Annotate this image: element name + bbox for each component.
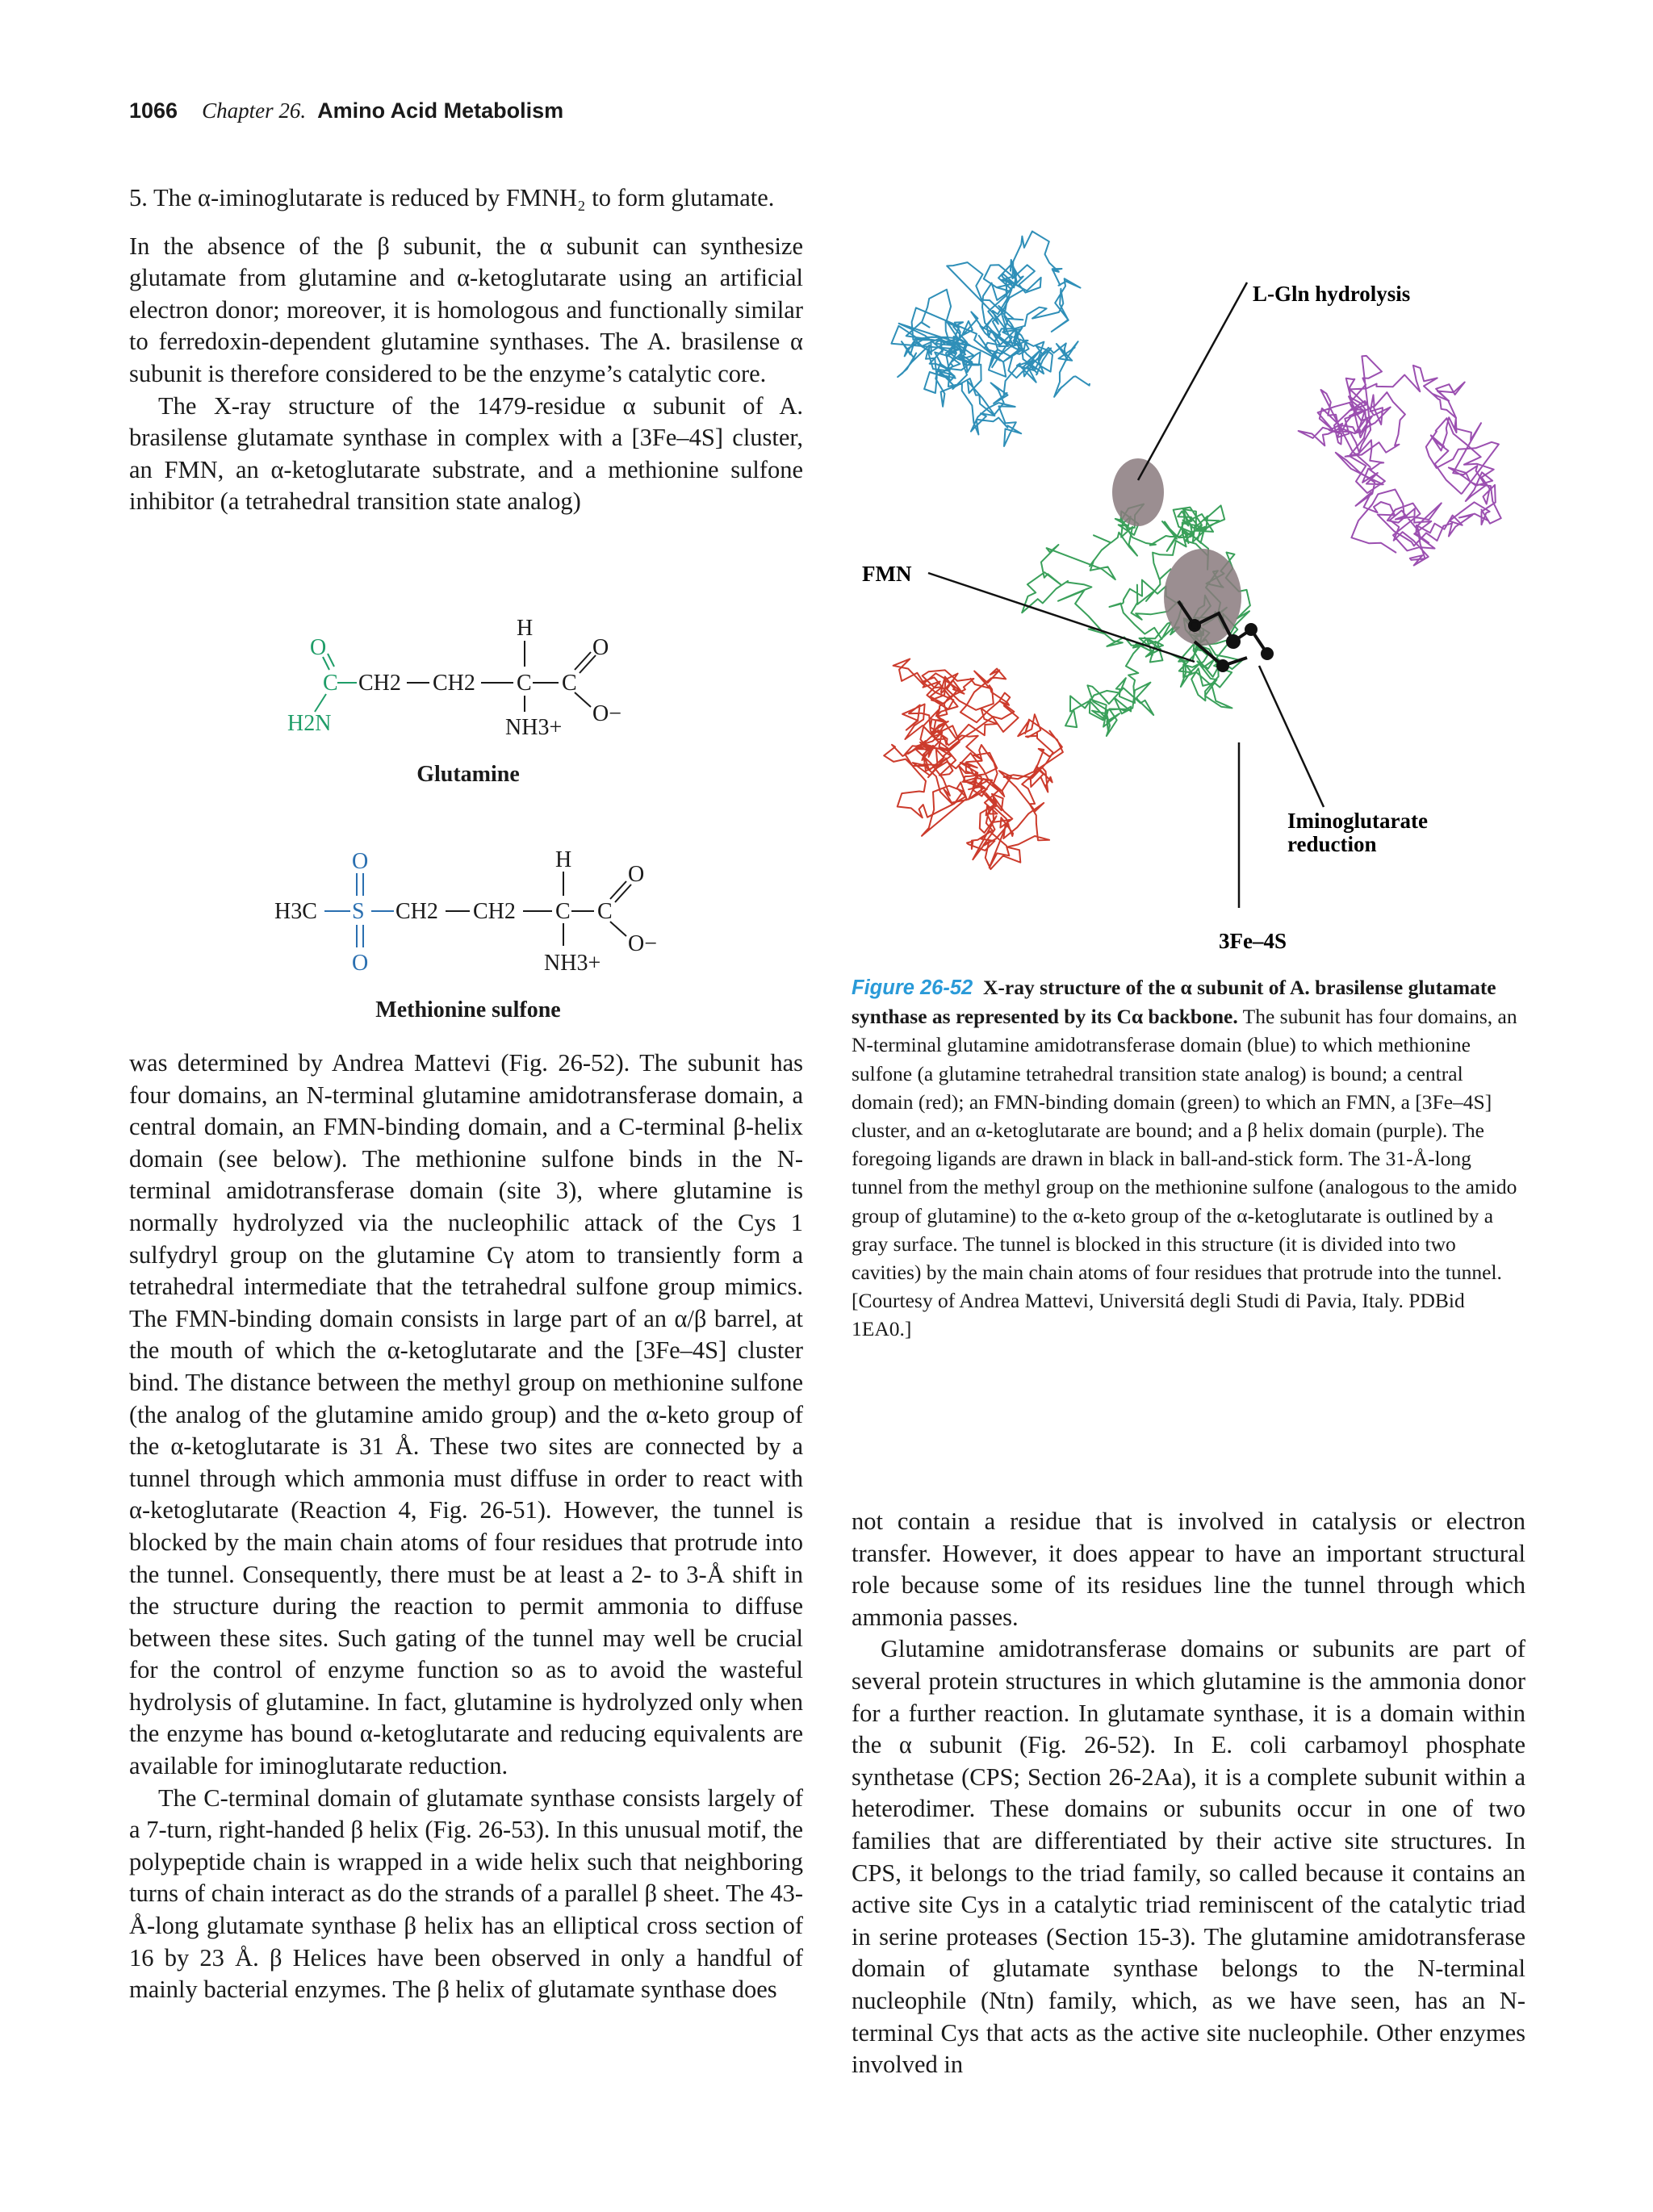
figure-caption-body: The subunit has four domains, an N-terminal glutamine amidotransferase domain (blue) to which methionine sulfone (a glutamine tetrahedral transition state analog) is bound; a central domain (red); an FMN-binding domain (green) to which an FMN, a [3Fe–4S] cluster, and an α-ketoglutarate are bound; and a β helix domain (purple). The foregoing ligands are drawn in black in ball-and-stick form. The 31-Å-long tunnel from the methyl group on the methionine sulfone (analogous to the amido group of glutamine) to the α-keto group of the α-ketoglutarate is outlined by a gray surface. The tunnel is blocked in this structure (it is divided into two cavities) by the main chain atoms of four residues that protrude into the tunnel. [Courtesy of Andrea Mattevi, Universitá degli Studi di Pavia, Italy. PDBid 1EA0.] bbox=[852, 1005, 1517, 1341]
gln-alpha-carbon: C bbox=[517, 671, 532, 696]
page-number: 1066 bbox=[129, 98, 178, 123]
figure-26-52 bbox=[847, 174, 1525, 968]
glutamine-label: Glutamine bbox=[416, 762, 520, 787]
left-column-top bbox=[129, 182, 803, 518]
msulf-oxygen-top: O bbox=[352, 849, 369, 874]
gln-amide-nitrogen: H2N bbox=[287, 711, 332, 736]
msulf-ch2-a: CH2 bbox=[395, 899, 438, 924]
gln-carboxylate-oxygen: O− bbox=[592, 701, 622, 726]
paragraph-step-5: 5. The α-iminoglutarate is reduced by FMNH₂ to form glutamate. bbox=[129, 184, 775, 211]
label-fmn: FMN bbox=[862, 562, 912, 586]
msulf-sulfur: S bbox=[352, 899, 365, 924]
paragraph-mattevi: was determined by Andrea Mattevi (Fig. 26-52). The subunit has four domains, an N-terminal glutamine amidotransferase domain, a central domain, an FMN-binding domain, and a C-terminal β-helix domain (see below). The methionine sulfone binds in the N-terminal amidotransferase domain (site 3), where glutamine is normally hydrolyzed via the nucleophilic attack of the Cys 1 sulfydryl group on the glutamine Cγ atom to transiently form a tetrahedral intermediate that the tetrahedral sulfone group mimics. The FMN-binding domain consists in large part of an α/β barrel, at the mouth of which the α-ketoglutarate and the [3Fe–4S] cluster bind. The distance between the methyl group on methionine sulfone (the analog of the glutamine amido group) and the α-keto group of the α-ketoglutarate is 31 Å. These two sites are connected by a tunnel through which ammonia must diffuse in order to react with α-ketoglutarate (Reaction 4, Fig. 26-51). However, the tunnel is blocked by the main chain atoms of four residues that protrude into the tunnel. Consequently, there must be at least a 2- to 3-Å shift in the structure during the reaction to permit ammonia to diffuse between these sites. Such gating of the tunnel may well be crucial for the control of enzyme function so as to avoid the wasteful hydrolysis of glutamine. In fact, glutamine is hydrolyzed only when the enzyme has bound α-ketoglutarate and reducing equivalents are available for iminoglutarate reduction. bbox=[129, 1049, 803, 1780]
gln-carboxyl-carbon: C bbox=[562, 671, 577, 696]
right-column-bottom bbox=[852, 1506, 1525, 2081]
methionine-sulfone-label: Methionine sulfone bbox=[375, 997, 561, 1022]
gln-carboxyl-oxygen: O bbox=[592, 635, 609, 660]
msulf-methyl: H3C bbox=[274, 899, 317, 924]
paragraph-c-terminal: The C-terminal domain of glutamate synthase consists largely of a 7-turn, right-handed β helix (Fig. 26-53). In this unusual motif, the polypeptide chain is wrapped in a wide helix such that neighboring turns of chain interact as do the strands of a parallel β sheet. The 43-Å-long glutamate synthase β helix has an elliptical cross section of 16 by 23 Å. β Helices have been observed in only a handful of mainly bacterial enzymes. The β helix of glutamate synthase does bbox=[129, 1783, 803, 2004]
gln-ch2-b: CH2 bbox=[433, 671, 475, 696]
methionine-sulfone-structure bbox=[266, 849, 686, 978]
figure-caption-title: X-ray structure of the α subunit of A. brasilense glutamate synthase as represented by its Cα backbone. bbox=[852, 976, 1496, 1029]
paragraph-amidotransferase: Glutamine amidotransferase domains or subunits are part of several protein structures in which glutamine is the ammonia donor for a further reaction. In glutamate synthase, it is a domain within the α subunit (Fig. 26-52). In E. coli carbamoyl phosphate synthetase (CPS; Section 26-2Aa), it is a complete subunit within a heterodimer. These domains or subunits occur in one of two families that are differentiated by their active site structures. In CPS, it belongs to the triad family, so called because it contains an active site Cys in a catalytic triad reminiscent of the catalytic triad in serine proteases (Section 15-3). The glutamine amidotransferase domain of glutamate synthase belongs to the N-terminal nucleophile (Ntn) family, which, as we have seen, has an N-terminal Cys that acts as the active site nucleophile. Other enzymes involved in bbox=[852, 1635, 1525, 2079]
figure-label: Figure 26-52 bbox=[852, 976, 973, 999]
protein-backbone-image bbox=[847, 174, 1525, 968]
gln-alpha-h: H bbox=[517, 616, 534, 641]
msulf-ch2-b: CH2 bbox=[473, 899, 516, 924]
chapter-number: Chapter 26. bbox=[202, 98, 307, 123]
red-domain bbox=[884, 659, 1063, 870]
gln-ch2-a: CH2 bbox=[358, 671, 401, 696]
running-header bbox=[129, 98, 563, 123]
blue-domain bbox=[891, 232, 1090, 446]
msulf-carboxyl-carbon: C bbox=[597, 899, 613, 924]
label-3fe-4s: 3Fe–4S bbox=[1219, 929, 1287, 953]
purple-domain bbox=[1299, 356, 1501, 566]
msulf-alpha-h: H bbox=[555, 849, 572, 872]
msulf-carboxylate-oxygen: O− bbox=[628, 931, 658, 956]
paragraph-structural-role: not contain a residue that is involved in catalysis or electron transfer. However, it does appear to have an important structural role because some of its residues line the tunnel through which ammonia passes. bbox=[852, 1507, 1525, 1631]
left-column-bottom bbox=[129, 1047, 803, 2006]
gln-amide-carbon: C bbox=[323, 671, 338, 696]
figure-caption bbox=[852, 973, 1521, 1344]
gln-amide-oxygen: O bbox=[310, 635, 327, 660]
label-iminoglutarate-reduction-2: reduction bbox=[1287, 832, 1377, 856]
paragraph-beta-subunit: In the absence of the β subunit, the α subunit can synthesize glutamate from glutamine and α-ketoglutarate using an artificial electron donor; moreover, it is homologous and functionally similar to ferredoxin-dependent glutamine synthases. The A. brasilense α subunit is therefore considered to be the enzyme’s catalytic core. bbox=[129, 232, 803, 387]
glutamine-structure bbox=[274, 613, 662, 759]
msulf-alpha-carbon: C bbox=[555, 899, 571, 924]
msulf-ammonium: NH3+ bbox=[544, 951, 601, 976]
msulf-oxygen-bottom: O bbox=[352, 951, 369, 976]
label-gln-hydrolysis: L-Gln hydrolysis bbox=[1253, 282, 1411, 306]
msulf-carboxyl-oxygen: O bbox=[628, 862, 645, 887]
paragraph-xray-structure: The X-ray structure of the 1479-residue α subunit of A. brasilense glutamate synthase in complex with a [3Fe–4S] cluster, an FMN, an α-ketoglutarate substrate, and a methionine sulfone inhibitor (a tetrahedral transition state analog) bbox=[129, 391, 803, 516]
chapter-title: Amino Acid Metabolism bbox=[317, 98, 564, 123]
gln-ammonium: NH3+ bbox=[505, 715, 563, 740]
label-iminoglutarate-reduction-1: Iminoglutarate bbox=[1287, 809, 1428, 833]
